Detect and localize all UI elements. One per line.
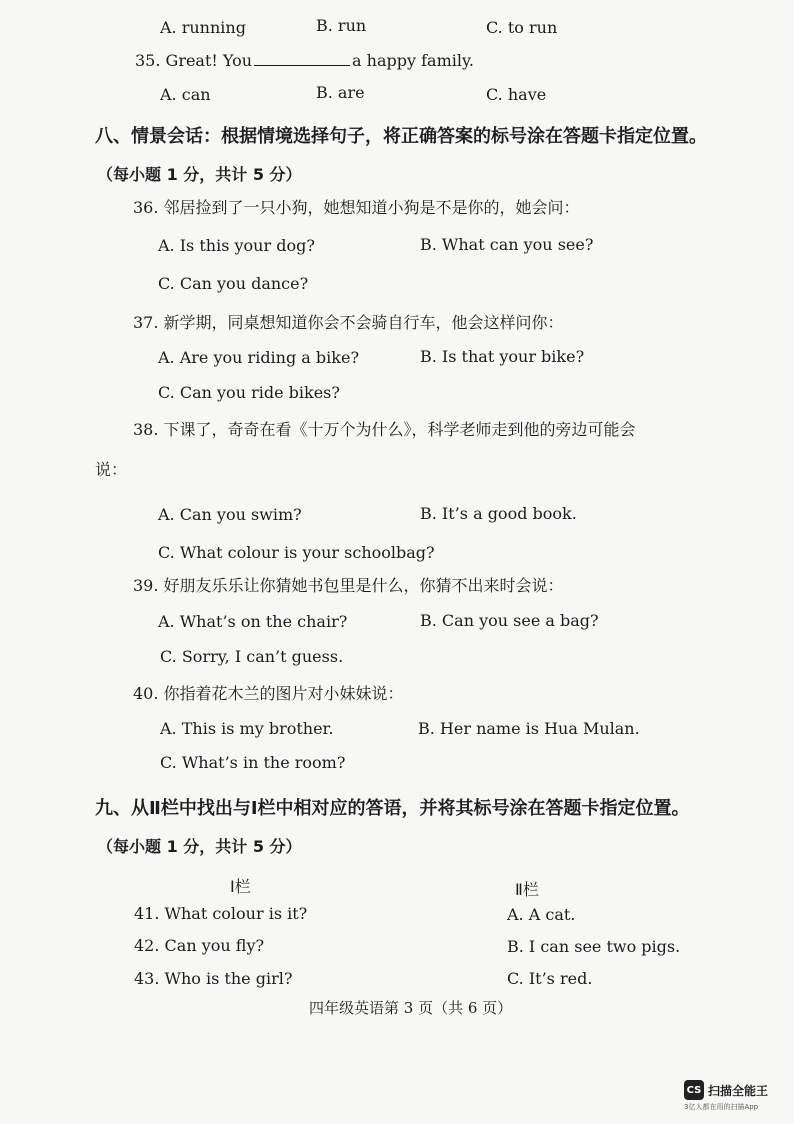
q35-stem-pre: 35. Great! You — [135, 51, 253, 70]
q39-option-c: C. Sorry, I can’t guess. — [160, 647, 344, 666]
q39-option-a: A. What’s on the chair? — [158, 612, 348, 631]
q39-option-b: B. Can you see a bag? — [420, 611, 599, 630]
q40-option-a: A. This is my brother. — [160, 719, 334, 738]
scanner-brand: 扫描全能王 — [708, 1083, 769, 1098]
section-8-score: （每小题 1 分，共计 5 分） — [97, 165, 302, 184]
section-9-title: 九、从Ⅱ栏中找出与Ⅰ栏中相对应的答语，并将其标号涂在答题卡指定位置。 — [95, 798, 690, 819]
q36-option-c: C. Can you dance? — [158, 274, 309, 293]
q37-option-b: B. Is that your bike? — [420, 347, 585, 366]
scanner-logo-icon: CS — [684, 1080, 704, 1100]
q38-option-a: A. Can you swim? — [158, 505, 302, 524]
section-8-title: 八、情景会话：根据情境选择句子，将正确答案的标号涂在答题卡指定位置。 — [95, 126, 707, 147]
q34-option-a: A. running — [160, 18, 246, 37]
q36-stem: 36. 邻居捡到了一只小狗，她想知道小狗是不是你的，她会问： — [133, 198, 580, 217]
match-item-41: 41. What colour is it? — [134, 904, 308, 923]
q38-stem-continued: 说： — [95, 460, 128, 479]
section-9-score: （每小题 1 分，共计 5 分） — [97, 837, 302, 856]
q35-stem — [135, 51, 474, 70]
q35-option-c: C. have — [486, 85, 547, 104]
q38-option-c: C. What colour is your schoolbag? — [158, 543, 435, 562]
q34-option-c: C. to run — [486, 18, 558, 37]
q38-option-b: B. It’s a good book. — [420, 504, 577, 523]
q37-stem: 37. 新学期，同桌想知道你会不会骑自行车，他会这样问你： — [133, 313, 564, 332]
q37-option-a: A. Are you riding a bike? — [158, 348, 360, 367]
q35-stem-post: a happy family. — [352, 51, 474, 70]
answer-blank — [254, 51, 350, 66]
scanner-tagline: 3亿人都在用的扫描App — [684, 1103, 759, 1111]
q35-option-a: A. can — [160, 85, 211, 104]
q40-stem: 40. 你指着花木兰的图片对小妹妹说： — [133, 684, 404, 703]
match-item-43: 43. Who is the girl? — [134, 969, 293, 988]
q40-option-b: B. Her name is Hua Mulan. — [418, 719, 640, 738]
q34-option-b: B. run — [316, 16, 367, 35]
q36-option-b: B. What can you see? — [420, 235, 594, 254]
page-footer: 四年级英语第 3 页（共 6 页） — [309, 999, 513, 1017]
column-1-header: Ⅰ栏 — [230, 877, 251, 896]
q36-option-a: A. Is this your dog? — [158, 236, 315, 255]
match-item-42: 42. Can you fly? — [134, 936, 265, 955]
scanner-watermark — [684, 1080, 768, 1112]
q37-option-c: C. Can you ride bikes? — [158, 383, 340, 402]
q40-option-c: C. What’s in the room? — [160, 753, 346, 772]
match-answer-b: B. I can see two pigs. — [507, 937, 681, 956]
q38-stem: 38. 下课了，奇奇在看《十万个为什么》，科学老师走到他的旁边可能会 — [133, 420, 636, 439]
match-answer-a: A. A cat. — [507, 905, 576, 924]
q35-option-b: B. are — [316, 83, 365, 102]
column-2-header: Ⅱ栏 — [515, 880, 539, 899]
match-answer-c: C. It’s red. — [507, 969, 593, 988]
q39-stem: 39. 好朋友乐乐让你猜她书包里是什么，你猜不出来时会说： — [133, 576, 564, 595]
